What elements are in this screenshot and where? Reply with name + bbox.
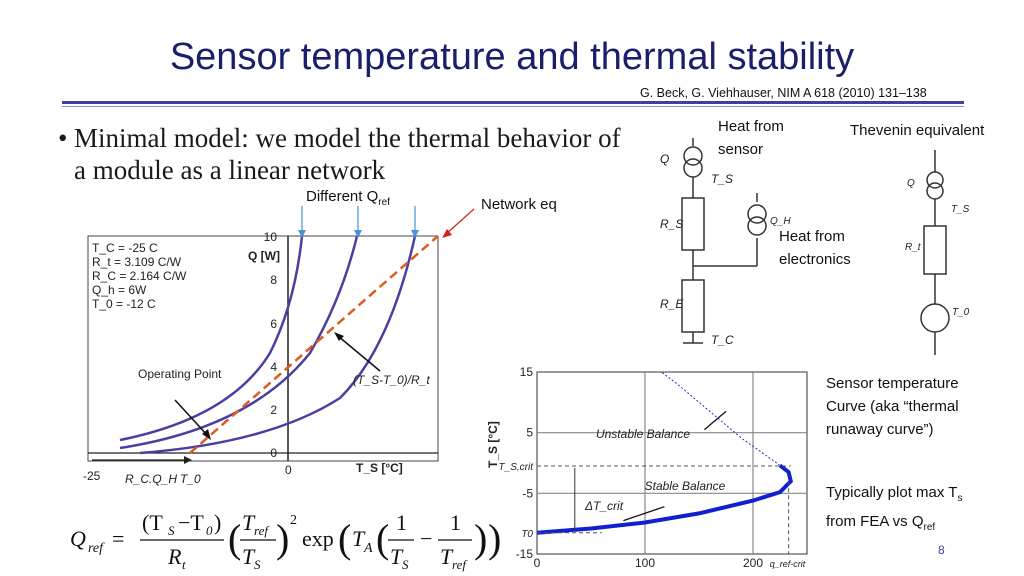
svg-text:T: T bbox=[390, 544, 403, 569]
bullet-dot: • bbox=[58, 123, 68, 153]
y-tick: 4 bbox=[270, 360, 277, 374]
thevenin-label: Q bbox=[907, 178, 915, 189]
chart-frame bbox=[537, 372, 807, 554]
different-qref-text: Different Q bbox=[306, 188, 379, 205]
x-tick: 200 bbox=[742, 556, 764, 570]
svg-text:S: S bbox=[402, 557, 409, 572]
y-tick: -15 bbox=[515, 547, 533, 561]
y-axis-label: Q [W] bbox=[248, 249, 280, 263]
y-tick: 15 bbox=[519, 365, 533, 379]
svg-text:2: 2 bbox=[290, 513, 297, 528]
param-line: T_0 = -12 C bbox=[92, 297, 156, 311]
unstable-label: Unstable Balance bbox=[595, 427, 691, 441]
citation: G. Beck, G. Viehhauser, NIM A 618 (2010) 131–138 bbox=[640, 86, 927, 100]
different-qref-sub: ref bbox=[378, 197, 390, 208]
thevenin-label: R_t bbox=[905, 242, 921, 253]
typically-plot-label bbox=[826, 481, 1006, 539]
current-source-q-lower bbox=[684, 159, 702, 177]
param-line: R_C = 2.164 C/W bbox=[92, 269, 187, 283]
svg-text:S: S bbox=[168, 523, 175, 538]
svg-text:−: − bbox=[420, 526, 433, 551]
y-tick: 10 bbox=[263, 230, 277, 244]
typically-plot-sub1: s bbox=[957, 493, 963, 504]
page-number: 8 bbox=[938, 543, 945, 557]
svg-text:(: ( bbox=[376, 516, 390, 561]
x-mark: -25 bbox=[83, 469, 101, 483]
x-mark: R_C.Q_H bbox=[125, 472, 178, 486]
svg-text:−T: −T bbox=[178, 510, 204, 535]
svg-text:(: ( bbox=[338, 516, 352, 561]
svg-text:T: T bbox=[242, 510, 255, 535]
svg-text:Q: Q bbox=[70, 526, 86, 551]
svg-text:S: S bbox=[254, 557, 261, 572]
line-label: (T_S-T_0)/R_t bbox=[353, 373, 430, 387]
circuit-label: Q bbox=[660, 152, 670, 166]
svg-text:): ) bbox=[214, 510, 222, 535]
circuit-label: R_S bbox=[660, 217, 684, 231]
svg-text:0: 0 bbox=[206, 523, 213, 538]
svg-text:): ) bbox=[276, 516, 290, 561]
delta-tcrit-label: ΔT_crit bbox=[585, 499, 624, 513]
param-line: Q_h = 6W bbox=[92, 283, 147, 297]
svg-text:(: ( bbox=[228, 516, 242, 561]
x-mark: T_0 bbox=[180, 472, 201, 486]
y-tick: 6 bbox=[270, 317, 277, 331]
y-tick: 2 bbox=[270, 403, 277, 417]
current-source-qh-lower bbox=[748, 217, 766, 235]
q-vs-ts-plot bbox=[80, 228, 450, 498]
thevenin-label: T_0 bbox=[952, 307, 970, 318]
svg-text:A: A bbox=[364, 541, 373, 556]
svg-text:1: 1 bbox=[450, 510, 461, 535]
svg-text:ref: ref bbox=[88, 541, 104, 556]
svg-text:ref: ref bbox=[254, 523, 268, 538]
heat-from-sensor-label: Heat from sensor bbox=[718, 118, 784, 158]
x-tick: 0 bbox=[533, 556, 541, 570]
voltage-source-t0 bbox=[921, 304, 949, 332]
stable-label: Stable Balance bbox=[644, 479, 726, 493]
circuit-label: R_E bbox=[660, 297, 684, 311]
svg-text:exp: exp bbox=[302, 526, 334, 551]
y-tick: 5 bbox=[526, 425, 533, 440]
x-tick-labels bbox=[534, 556, 806, 570]
thevenin-label: T_S bbox=[951, 204, 970, 215]
resistor-re bbox=[682, 280, 704, 332]
svg-text:(T: (T bbox=[142, 510, 163, 535]
circuit-label: Q_H bbox=[770, 216, 791, 227]
title-rule-thin bbox=[62, 106, 964, 107]
sensor-temp-curve-label: Sensor temperature Curve (aka “thermal runaway curve”) bbox=[826, 375, 959, 438]
resistor-rt bbox=[924, 226, 946, 274]
svg-text:): ) bbox=[488, 516, 502, 561]
typically-plot-line2: from FEA vs Q bbox=[826, 513, 924, 530]
operating-point-label: Operating Point bbox=[138, 367, 222, 381]
param-line: R_t = 3.109 C/W bbox=[92, 255, 182, 269]
x-mark: 0 bbox=[285, 463, 292, 477]
title-rule bbox=[62, 101, 964, 104]
different-qref-label bbox=[306, 188, 390, 208]
svg-text:R: R bbox=[168, 544, 182, 569]
x-axis-label: T_S [°C] bbox=[356, 461, 403, 475]
svg-text:T: T bbox=[352, 526, 365, 551]
svg-text:1: 1 bbox=[396, 510, 407, 535]
bullet-text: Minimal model: we model the thermal behavior of a module as a linear network bbox=[74, 123, 621, 185]
circuit-label: T_S bbox=[711, 172, 734, 186]
y-tick: 0 bbox=[270, 446, 277, 460]
svg-text:=: = bbox=[112, 526, 125, 551]
param-line: T_C = -25 C bbox=[92, 241, 158, 255]
typically-plot-line1: Typically plot max T bbox=[826, 484, 958, 501]
heat-from-electronics-label: Heat from electronics bbox=[779, 228, 851, 268]
y-tick: T0 bbox=[521, 528, 533, 540]
x-tick: 100 bbox=[634, 556, 656, 570]
network-eq-label: Network eq bbox=[481, 196, 557, 213]
slide-title: Sensor temperature and thermal stability bbox=[169, 36, 855, 78]
y-tick: -5 bbox=[522, 486, 533, 501]
circuit-label: T_C bbox=[711, 333, 734, 347]
thevenin-source-q-lower bbox=[927, 183, 943, 199]
x-tick: q_ref-crit bbox=[769, 559, 806, 569]
thevenin-label: Thevenin equivalent bbox=[850, 122, 985, 139]
thevenin-diagram bbox=[895, 150, 970, 355]
qref-formula bbox=[70, 502, 510, 574]
y-axis-label: T_S [°C] bbox=[486, 421, 500, 468]
y-tick: T_S,crit bbox=[498, 462, 533, 474]
svg-text:t: t bbox=[182, 557, 186, 572]
svg-text:T: T bbox=[440, 544, 453, 569]
svg-text:): ) bbox=[474, 516, 488, 561]
y-tick: 8 bbox=[270, 273, 277, 287]
network-eq-arrow bbox=[446, 209, 474, 234]
typically-plot-sub2: ref bbox=[923, 522, 936, 533]
resistor-rs bbox=[682, 198, 704, 250]
svg-text:ref: ref bbox=[452, 557, 466, 572]
svg-text:T: T bbox=[242, 544, 255, 569]
thermal-runaway-chart bbox=[485, 358, 820, 576]
